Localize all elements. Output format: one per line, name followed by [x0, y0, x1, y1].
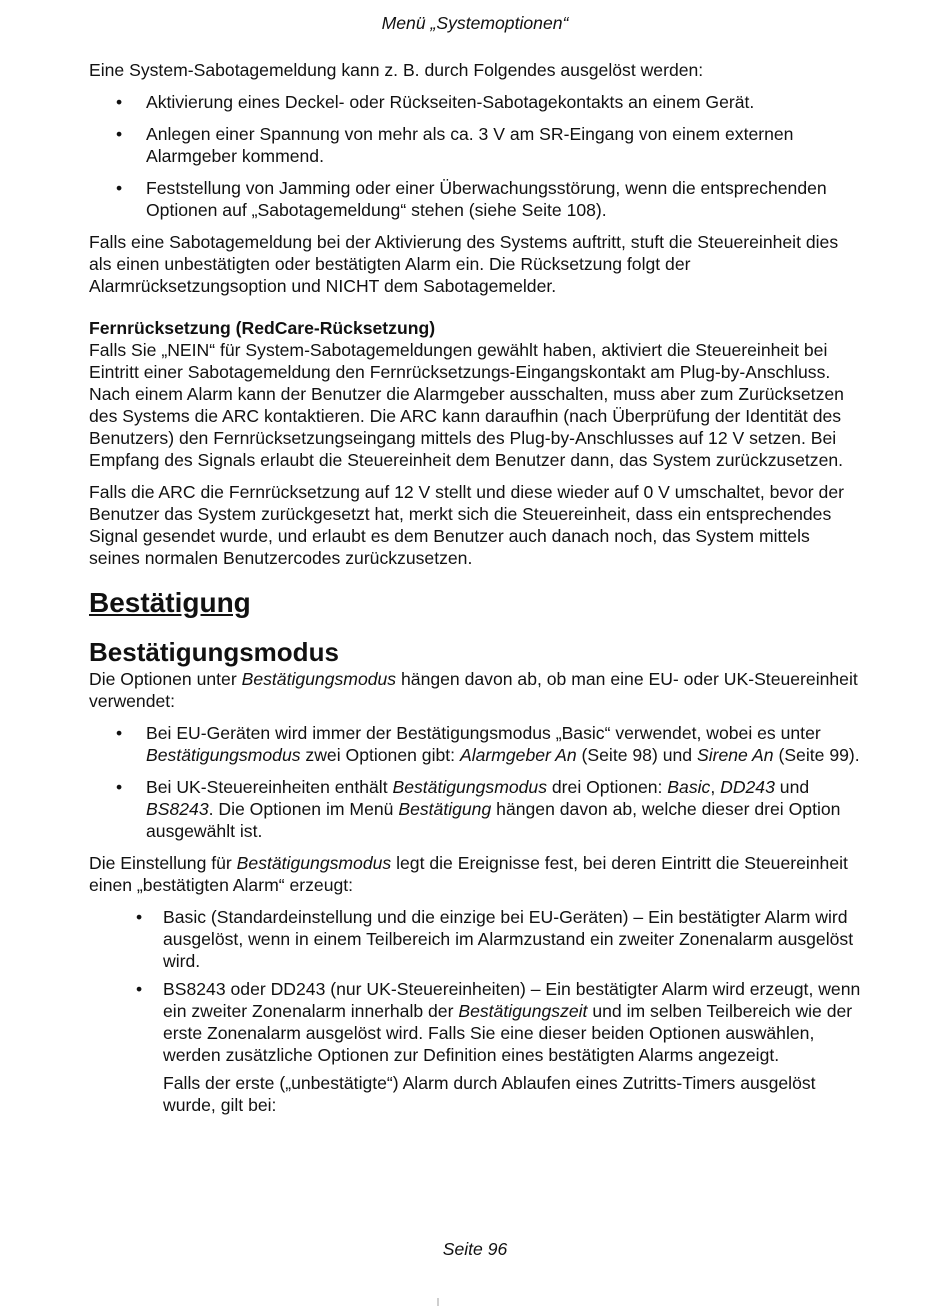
list-item-basic: • Basic (Standardeinstellung und die einzige bei EU-Geräten) – Ein bestätigter Alarm wird ausgelöst, wenn in einem Teilbereich im Alarmzustand ein zweiter Zonenalarm ausgelöst wird. [89, 906, 864, 972]
tamper-classification-paragraph: Falls eine Sabotagemeldung bei der Aktivierung des Systems auftritt, stuft die Steuereinheit dies als einen unbestätigten oder bestätigten Alarm ein. Die Rücksetzung folgt der Alarmrücksetzungsoption und NICHT dem Sabotagemelder. [89, 232, 839, 296]
section-heading: Bestätigung [89, 587, 251, 618]
list-item: • Feststellung von Jamming oder einer Überwachungsstörung, wenn die entsprechenden Optionen auf „Sabotagemeldung“ stehen (siehe Seite 108). [89, 177, 864, 221]
tamper-causes-list [89, 91, 864, 221]
mode-setting-paragraph: Die Einstellung für Bestätigungsmodus legt die Ereignisse fest, bei deren Eintritt die Steuereinheit einen „bestätigten Alarm“ erzeugt: [89, 853, 848, 895]
bs8243-subparagraph: Falls der erste („unbestätigte“) Alarm durch Ablaufen eines Zutritts-Timers ausgelöst wurde, gilt bei: [163, 1073, 816, 1115]
page-number: Seite 96 [442, 1239, 508, 1259]
confirmation-modes-list [89, 906, 864, 1116]
mode-intro-paragraph: Die Optionen unter Bestätigungsmodus hängen davon ab, ob man eine EU- oder UK-Steuereinheit verwendet: [89, 669, 858, 711]
list-item-bs8243 [89, 978, 864, 1116]
page-body [89, 59, 864, 1126]
tamper-intro: Eine System-Sabotagemeldung kann z. B. durch Folgendes ausgelöst werden: [89, 60, 704, 80]
scan-mark [437, 1298, 439, 1306]
list-item: • Aktivierung eines Deckel- oder Rückseiten-Sabotagekontakts an einem Gerät. [89, 91, 864, 113]
remote-reset-paragraph-2: Falls die ARC die Fernrücksetzung auf 12 V stellt und diese wieder auf 0 V umschaltet, bevor der Benutzer das System zurückgesetzt hat, merkt sich die Steuereinheit, dass ein entsprechendes Signal gesendet wurde, und erlaubt es dem Benutzer auch danach noch, das System mittels seines normalen Benutzercodes zurückzusetzen. [89, 482, 844, 568]
bs8243-text: • BS8243 oder DD243 (nur UK-Steuereinheiten) – Ein bestätigter Alarm wird erzeugt, wenn ein zweiter Zonenalarm innerhalb der Bestätigungszeit und im selben Teilbereich wie der erste Zonenalarm ausgelöst wird. Falls Sie eine dieser beiden Optionen auswählen, werden zusätzliche Optionen zur Definition eines bestätigten Alarms angezeigt. [163, 979, 861, 1065]
remote-reset-paragraph: Falls Sie „NEIN“ für System-Sabotagemeldungen gewählt haben, aktiviert die Steuereinheit bei Eintritt einer Sabotagemeldung den Fernrücksetzungs-Eingangskontakt am Plug-by-Anschluss. Nach einem Alarm kann der Benutzer die Alarmgeber ausschalten, muss aber zum Zurücksetzen des Systems die ARC kontaktieren. Die ARC kann daraufhin (nach Überprüfung der Identität des Benutzers) den Fernrücksetzungseingang mittels des Plug-by-Anschlusses auf 12 V setzen. Bei Empfang des Signals erlaubt die Steuereinheit dem Benutzer dann, das System zurückzusetzen. [89, 340, 844, 470]
subsection-heading: Bestätigungsmodus [89, 637, 339, 667]
remote-reset-heading: Fernrücksetzung (RedCare-Rücksetzung) [89, 318, 436, 338]
list-item: • Anlegen einer Spannung von mehr als ca. 3 V am SR-Eingang von einem externen Alarmgeber kommend. [89, 123, 864, 167]
mode-variants-list [89, 722, 864, 842]
list-item-uk: • Bei UK-Steuereinheiten enthält Bestätigungsmodus drei Optionen: Basic, DD243 und BS8243. Die Optionen im Menü Bestätigung hängen davon ab, welche dieser drei Option ausgewählt ist. [89, 776, 864, 842]
running-header: Menü „Systemoptionen“ [381, 13, 569, 33]
list-item-eu: • Bei EU-Geräten wird immer der Bestätigungsmodus „Basic“ verwendet, wobei es unter Bestätigungsmodus zwei Optionen gibt: Alarmgeber An (Seite 98) und Sirene An (Seite 99). [89, 722, 864, 766]
